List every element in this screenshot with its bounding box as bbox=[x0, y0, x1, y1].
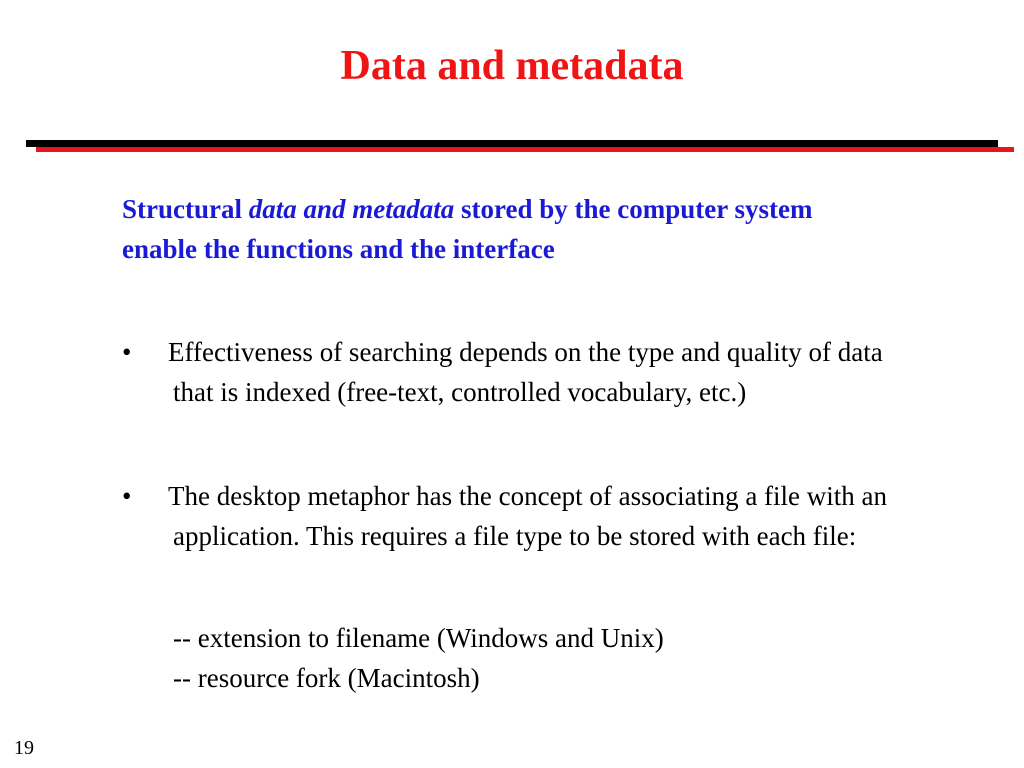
lead-text-italic: data and metadata bbox=[248, 194, 455, 224]
lead-paragraph bbox=[122, 189, 822, 269]
sub-list bbox=[173, 618, 873, 698]
bullet-item bbox=[122, 476, 902, 556]
slide-title: Data and metadata bbox=[340, 43, 684, 89]
bullet-marker: • bbox=[122, 337, 132, 367]
sub-item: -- resource fork (Macintosh) bbox=[173, 663, 480, 693]
lead-text-start: Structural bbox=[122, 194, 249, 224]
lead-text-end: stored by the computer system enable the functions and the interface bbox=[122, 194, 813, 264]
bullet-marker: • bbox=[122, 481, 132, 511]
title-divider-red bbox=[36, 147, 1014, 152]
title-divider-black bbox=[26, 140, 998, 147]
sub-item: -- extension to filename (Windows and Unix) bbox=[173, 623, 664, 653]
bullet-text: The desktop metaphor has the concept of associating a file with an application. This requires a file type to be stored with each file: bbox=[168, 481, 888, 551]
page-number: 19 bbox=[14, 737, 34, 759]
bullet-text: Effectiveness of searching depends on the type and quality of data that is indexed (free-text, controlled vocabulary, etc.) bbox=[168, 337, 883, 407]
bullet-item bbox=[122, 332, 902, 412]
